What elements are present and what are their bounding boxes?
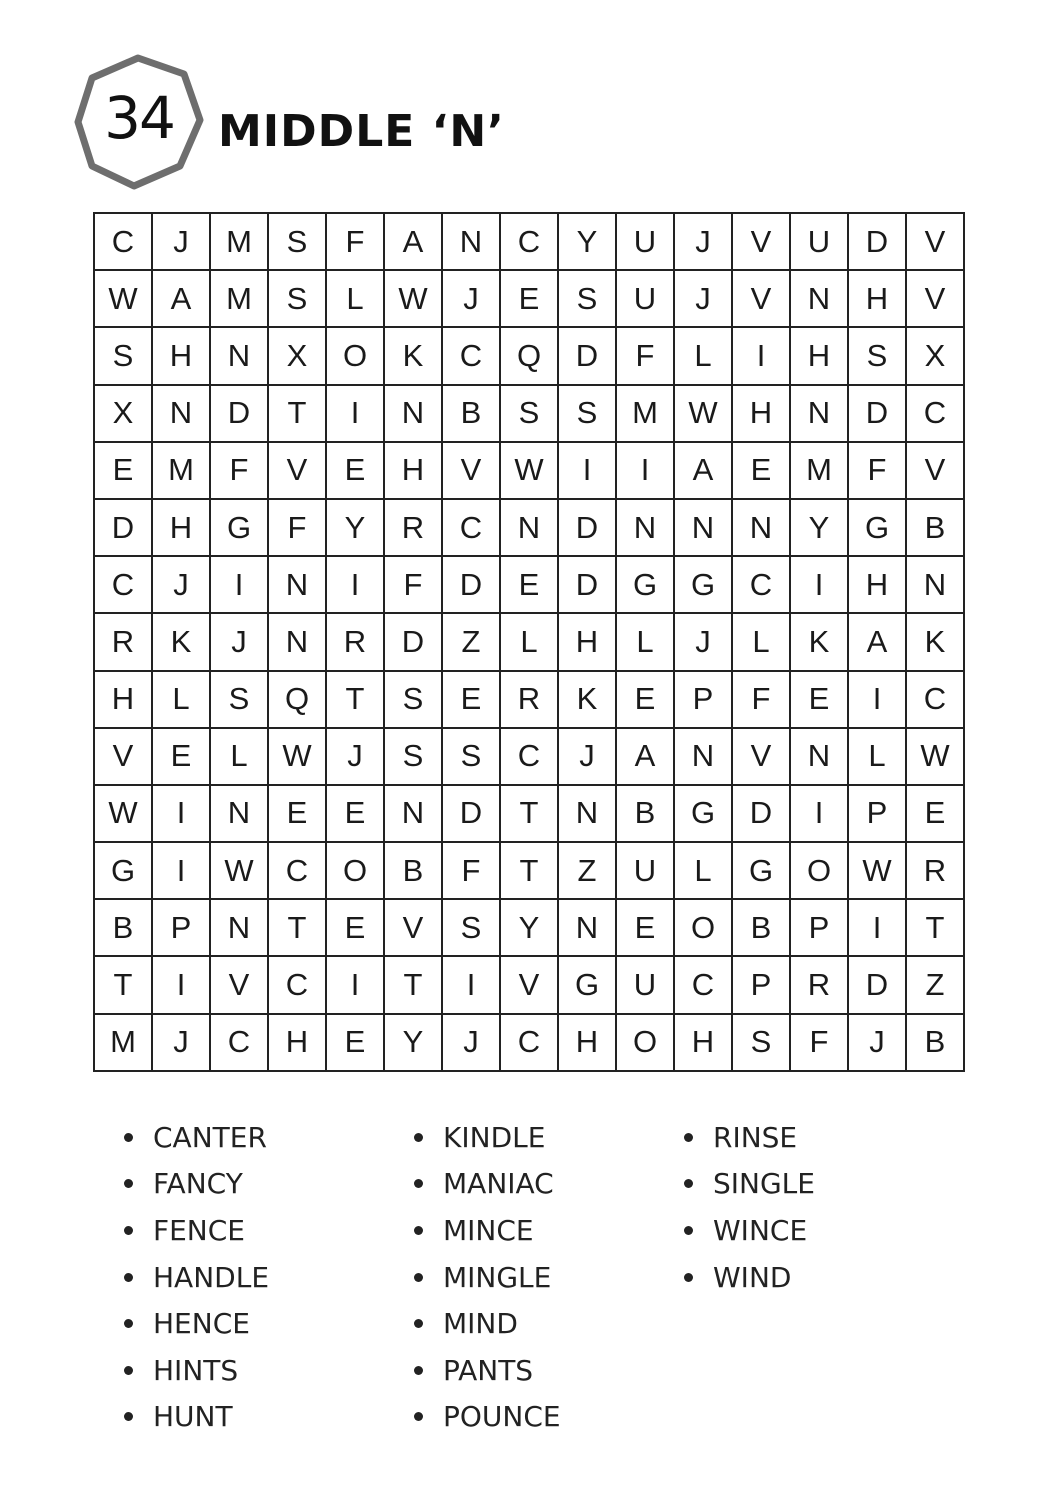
word-list-item [414, 1114, 561, 1161]
grid-cell[interactable]: B [95, 900, 153, 957]
grid-cell[interactable]: T [501, 786, 559, 843]
grid-cell[interactable]: F [733, 672, 791, 729]
grid-cell[interactable]: P [791, 900, 849, 957]
grid-cell[interactable]: Y [327, 500, 385, 557]
grid-cell[interactable]: T [907, 900, 965, 957]
grid-cell[interactable]: Q [501, 328, 559, 385]
grid-cell[interactable]: N [559, 786, 617, 843]
grid-cell[interactable]: D [443, 786, 501, 843]
bullet-icon [124, 1319, 133, 1328]
grid-cell[interactable]: V [385, 900, 443, 957]
grid-cell[interactable]: E [153, 729, 211, 786]
grid-cell[interactable]: G [675, 786, 733, 843]
grid-cell[interactable]: A [849, 614, 907, 671]
grid-cell[interactable]: H [385, 443, 443, 500]
word-list-item [124, 1114, 269, 1161]
grid-cell[interactable]: D [733, 786, 791, 843]
word-text: WINCE [713, 1213, 808, 1247]
grid-cell[interactable]: W [211, 843, 269, 900]
grid-cell[interactable]: S [559, 271, 617, 328]
grid-cell[interactable]: W [269, 729, 327, 786]
grid-cell[interactable]: B [733, 900, 791, 957]
grid-cell[interactable]: I [791, 557, 849, 614]
grid-cell[interactable]: Z [559, 843, 617, 900]
word-list-item [414, 1347, 561, 1394]
grid-cell[interactable]: F [849, 443, 907, 500]
word-list-column-2 [414, 1114, 561, 1440]
grid-cell[interactable]: N [269, 614, 327, 671]
grid-cell[interactable]: N [675, 500, 733, 557]
grid-cell[interactable]: E [617, 672, 675, 729]
word-text: HENCE [153, 1307, 250, 1341]
grid-cell[interactable]: F [211, 443, 269, 500]
grid-cell[interactable]: J [153, 1015, 211, 1072]
word-list-item [414, 1300, 561, 1347]
grid-cell[interactable]: N [211, 786, 269, 843]
grid-cell[interactable]: B [907, 1015, 965, 1072]
grid-cell[interactable]: I [153, 786, 211, 843]
grid-cell[interactable]: M [211, 271, 269, 328]
bullet-icon [684, 1226, 693, 1235]
grid-cell[interactable]: S [443, 900, 501, 957]
grid-cell[interactable]: K [791, 614, 849, 671]
grid-cell[interactable]: M [617, 386, 675, 443]
grid-cell[interactable]: J [559, 729, 617, 786]
grid-cell[interactable]: S [849, 328, 907, 385]
grid-cell[interactable]: U [617, 957, 675, 1014]
grid-cell[interactable]: O [617, 1015, 675, 1072]
grid-cell[interactable]: D [559, 328, 617, 385]
grid-cell[interactable]: F [791, 1015, 849, 1072]
grid-cell[interactable]: R [95, 614, 153, 671]
grid-cell[interactable]: I [211, 557, 269, 614]
grid-cell[interactable]: T [269, 900, 327, 957]
grid-cell[interactable]: L [327, 271, 385, 328]
grid-cell[interactable]: E [327, 443, 385, 500]
grid-cell[interactable]: L [675, 328, 733, 385]
grid-cell[interactable]: H [849, 557, 907, 614]
grid-cell[interactable]: N [617, 500, 675, 557]
grid-cell[interactable]: X [269, 328, 327, 385]
grid-cell[interactable]: J [675, 271, 733, 328]
grid-cell[interactable]: W [675, 386, 733, 443]
grid-cell[interactable]: S [269, 214, 327, 271]
grid-cell[interactable]: B [617, 786, 675, 843]
bullet-icon [124, 1273, 133, 1282]
grid-cell[interactable]: J [443, 271, 501, 328]
grid-cell[interactable]: N [269, 557, 327, 614]
grid-cell[interactable]: I [327, 386, 385, 443]
grid-cell[interactable]: K [153, 614, 211, 671]
word-text: HANDLE [153, 1260, 270, 1294]
word-text: HINTS [153, 1353, 239, 1387]
bullet-icon [414, 1133, 423, 1142]
grid-cell[interactable]: S [385, 672, 443, 729]
grid-cell[interactable]: N [443, 214, 501, 271]
word-text: MINGLE [443, 1260, 552, 1294]
grid-cell[interactable]: J [327, 729, 385, 786]
grid-cell[interactable]: M [153, 443, 211, 500]
grid-cell[interactable]: N [211, 328, 269, 385]
grid-cell[interactable]: Z [443, 614, 501, 671]
grid-cell[interactable]: O [327, 328, 385, 385]
grid-cell[interactable]: W [95, 271, 153, 328]
grid-cell[interactable]: W [907, 729, 965, 786]
bullet-icon [414, 1273, 423, 1282]
grid-cell[interactable]: D [443, 557, 501, 614]
grid-cell[interactable]: E [617, 900, 675, 957]
bullet-icon [684, 1133, 693, 1142]
grid-cell[interactable]: P [849, 786, 907, 843]
grid-cell[interactable]: N [385, 386, 443, 443]
grid-cell[interactable]: I [153, 957, 211, 1014]
word-list-item [124, 1300, 269, 1347]
grid-cell[interactable]: I [153, 843, 211, 900]
puzzle-number: 34 [104, 84, 174, 152]
grid-cell[interactable]: H [675, 1015, 733, 1072]
grid-cell[interactable]: A [617, 729, 675, 786]
grid-cell[interactable]: R [385, 500, 443, 557]
grid-cell[interactable]: T [327, 672, 385, 729]
word-list-item [414, 1161, 561, 1208]
grid-cell[interactable]: J [211, 614, 269, 671]
word-text: MINCE [443, 1213, 534, 1247]
grid-cell[interactable]: W [849, 843, 907, 900]
bullet-icon [684, 1179, 693, 1188]
grid-cell[interactable]: C [211, 1015, 269, 1072]
grid-cell[interactable]: J [675, 214, 733, 271]
word-list-item [414, 1254, 561, 1301]
grid-cell[interactable]: D [849, 214, 907, 271]
grid-cell[interactable]: I [733, 328, 791, 385]
grid-cell[interactable]: S [501, 386, 559, 443]
grid-cell[interactable]: S [443, 729, 501, 786]
grid-cell[interactable]: Y [791, 500, 849, 557]
grid-cell[interactable]: E [907, 786, 965, 843]
bullet-icon [414, 1366, 423, 1375]
grid-cell[interactable]: N [211, 900, 269, 957]
grid-cell[interactable]: K [907, 614, 965, 671]
bullet-icon [124, 1412, 133, 1421]
grid-cell[interactable]: I [327, 957, 385, 1014]
grid-cell[interactable]: D [559, 557, 617, 614]
grid-cell[interactable]: W [95, 786, 153, 843]
word-text: FENCE [153, 1213, 245, 1247]
word-text: WIND [713, 1260, 792, 1294]
grid-cell[interactable]: T [385, 957, 443, 1014]
grid-cell[interactable]: U [617, 271, 675, 328]
grid-cell[interactable]: E [501, 557, 559, 614]
grid-cell[interactable]: S [385, 729, 443, 786]
grid-cell[interactable]: N [385, 786, 443, 843]
grid-cell[interactable]: W [501, 443, 559, 500]
grid-cell[interactable]: G [617, 557, 675, 614]
grid-cell[interactable]: I [443, 957, 501, 1014]
grid-cell[interactable]: L [733, 614, 791, 671]
grid-cell[interactable]: F [327, 214, 385, 271]
grid-cell[interactable]: N [559, 900, 617, 957]
grid-cell[interactable]: D [385, 614, 443, 671]
grid-cell[interactable]: E [269, 786, 327, 843]
grid-cell[interactable]: F [443, 843, 501, 900]
grid-cell[interactable]: P [153, 900, 211, 957]
grid-cell[interactable]: C [269, 843, 327, 900]
grid-cell[interactable]: J [849, 1015, 907, 1072]
grid-cell[interactable]: C [501, 729, 559, 786]
grid-cell[interactable]: X [907, 328, 965, 385]
grid-cell[interactable]: C [733, 557, 791, 614]
grid-cell[interactable]: H [849, 271, 907, 328]
grid-cell[interactable]: S [95, 328, 153, 385]
grid-cell[interactable]: V [211, 957, 269, 1014]
grid-cell[interactable]: E [733, 443, 791, 500]
word-list-item [124, 1394, 269, 1441]
grid-cell[interactable]: C [501, 214, 559, 271]
grid-cell[interactable]: G [211, 500, 269, 557]
grid-cell[interactable]: H [95, 672, 153, 729]
grid-cell[interactable]: G [849, 500, 907, 557]
grid-cell[interactable]: E [327, 900, 385, 957]
grid-cell[interactable]: Y [385, 1015, 443, 1072]
grid-cell[interactable]: H [791, 328, 849, 385]
grid-cell[interactable]: L [675, 843, 733, 900]
grid-cell[interactable]: Y [501, 900, 559, 957]
word-text: FANCY [153, 1167, 243, 1201]
grid-cell[interactable]: N [791, 271, 849, 328]
grid-cell[interactable]: V [269, 443, 327, 500]
grid-cell[interactable]: E [443, 672, 501, 729]
grid-cell[interactable]: R [327, 614, 385, 671]
grid-cell[interactable]: D [849, 386, 907, 443]
grid-cell[interactable]: D [95, 500, 153, 557]
grid-cell[interactable]: S [733, 1015, 791, 1072]
grid-cell[interactable]: D [559, 500, 617, 557]
grid-cell[interactable]: S [559, 386, 617, 443]
word-list-item [124, 1207, 269, 1254]
word-search-grid [93, 212, 965, 1072]
grid-cell[interactable]: B [443, 386, 501, 443]
grid-cell[interactable]: C [907, 386, 965, 443]
grid-cell[interactable]: N [907, 557, 965, 614]
word-text: RINSE [713, 1120, 798, 1154]
grid-cell[interactable]: X [95, 386, 153, 443]
grid-cell[interactable]: E [95, 443, 153, 500]
grid-cell[interactable]: O [675, 900, 733, 957]
grid-cell[interactable]: N [791, 386, 849, 443]
puzzle-title: MIDDLE ‘N’ [218, 106, 505, 157]
bullet-icon [414, 1179, 423, 1188]
grid-cell[interactable]: E [791, 672, 849, 729]
grid-cell[interactable]: K [559, 672, 617, 729]
grid-cell[interactable]: H [733, 386, 791, 443]
word-list-column-3 [684, 1114, 815, 1300]
grid-cell[interactable]: M [791, 443, 849, 500]
grid-cell[interactable]: V [95, 729, 153, 786]
word-text: KINDLE [443, 1120, 546, 1154]
grid-cell[interactable]: M [211, 214, 269, 271]
bullet-icon [414, 1226, 423, 1235]
grid-cell[interactable]: C [95, 214, 153, 271]
grid-cell[interactable]: B [907, 500, 965, 557]
grid-cell[interactable]: C [95, 557, 153, 614]
grid-cell[interactable]: V [733, 729, 791, 786]
grid-cell[interactable]: Z [907, 957, 965, 1014]
grid-cell[interactable]: P [675, 672, 733, 729]
grid-cell[interactable]: C [443, 500, 501, 557]
grid-cell[interactable]: O [327, 843, 385, 900]
grid-cell[interactable]: W [385, 271, 443, 328]
grid-cell[interactable]: M [95, 1015, 153, 1072]
grid-cell[interactable]: I [791, 786, 849, 843]
grid-cell[interactable]: U [617, 214, 675, 271]
grid-cell[interactable]: H [153, 328, 211, 385]
grid-cell[interactable]: E [327, 1015, 385, 1072]
word-text: MIND [443, 1307, 518, 1341]
grid-cell[interactable]: F [269, 500, 327, 557]
bullet-icon [124, 1133, 133, 1142]
grid-cell[interactable]: H [153, 500, 211, 557]
bullet-icon [124, 1366, 133, 1375]
grid-cell[interactable]: I [559, 443, 617, 500]
grid-cell[interactable]: I [849, 672, 907, 729]
grid-cell[interactable]: H [559, 614, 617, 671]
grid-cell[interactable]: C [907, 672, 965, 729]
grid-cell[interactable]: D [849, 957, 907, 1014]
grid-cell[interactable]: T [95, 957, 153, 1014]
grid-cell[interactable]: D [211, 386, 269, 443]
word-text: CANTER [153, 1120, 267, 1154]
grid-cell[interactable]: V [907, 443, 965, 500]
word-list-item [684, 1207, 815, 1254]
grid-cell[interactable]: N [153, 386, 211, 443]
grid-cell[interactable]: J [675, 614, 733, 671]
grid-cell[interactable]: U [791, 214, 849, 271]
grid-cell[interactable]: T [269, 386, 327, 443]
grid-cell[interactable]: P [733, 957, 791, 1014]
grid-cell[interactable]: J [153, 214, 211, 271]
word-list-item [684, 1254, 815, 1301]
word-list-item [414, 1394, 561, 1441]
grid-cell[interactable]: G [733, 843, 791, 900]
grid-cell[interactable]: G [95, 843, 153, 900]
word-list-item [414, 1207, 561, 1254]
word-list-item [684, 1161, 815, 1208]
grid-cell[interactable]: R [791, 957, 849, 1014]
grid-cell[interactable]: L [153, 672, 211, 729]
bullet-icon [414, 1319, 423, 1328]
grid-cell[interactable]: R [501, 672, 559, 729]
grid-cell[interactable]: O [791, 843, 849, 900]
grid-cell[interactable]: S [269, 271, 327, 328]
grid-cell[interactable]: V [733, 271, 791, 328]
grid-cell[interactable]: A [385, 214, 443, 271]
grid-cell[interactable]: B [385, 843, 443, 900]
grid-cell[interactable]: N [501, 500, 559, 557]
grid-cell[interactable]: C [675, 957, 733, 1014]
grid-cell[interactable]: F [385, 557, 443, 614]
grid-cell[interactable]: N [791, 729, 849, 786]
word-list-item [684, 1114, 815, 1161]
word-text: POUNCE [443, 1400, 561, 1434]
grid-cell[interactable]: K [385, 328, 443, 385]
grid-cell[interactable]: E [327, 786, 385, 843]
grid-cell[interactable]: U [617, 843, 675, 900]
grid-cell[interactable]: R [907, 843, 965, 900]
word-text: HUNT [153, 1400, 233, 1434]
grid-cell[interactable]: V [907, 271, 965, 328]
word-text: PANTS [443, 1353, 534, 1387]
grid-cell[interactable]: H [559, 1015, 617, 1072]
grid-cell[interactable]: V [443, 443, 501, 500]
grid-cell[interactable]: I [617, 443, 675, 500]
grid-cell[interactable]: A [153, 271, 211, 328]
grid-cell[interactable]: L [617, 614, 675, 671]
grid-cell[interactable]: A [675, 443, 733, 500]
word-list-item [124, 1347, 269, 1394]
grid-cell[interactable]: E [501, 271, 559, 328]
grid-cell[interactable]: C [443, 328, 501, 385]
grid-cell[interactable]: Q [269, 672, 327, 729]
grid-cell[interactable]: I [327, 557, 385, 614]
grid-cell[interactable]: N [675, 729, 733, 786]
grid-cell[interactable]: F [617, 328, 675, 385]
bullet-icon [124, 1179, 133, 1188]
grid-cell[interactable]: J [153, 557, 211, 614]
grid-cell[interactable]: N [733, 500, 791, 557]
grid-cell[interactable]: L [211, 729, 269, 786]
word-text: MANIAC [443, 1167, 554, 1201]
word-list-column-1 [124, 1114, 269, 1440]
grid-cell[interactable]: L [501, 614, 559, 671]
grid-cell[interactable]: V [733, 214, 791, 271]
grid-cell[interactable]: V [501, 957, 559, 1014]
grid-cell[interactable]: V [907, 214, 965, 271]
bullet-icon [414, 1412, 423, 1421]
grid-cell[interactable]: G [559, 957, 617, 1014]
grid-cell[interactable]: Y [559, 214, 617, 271]
puzzle-number-badge [72, 52, 206, 192]
grid-cell[interactable]: S [211, 672, 269, 729]
grid-cell[interactable]: I [849, 900, 907, 957]
bullet-icon [124, 1226, 133, 1235]
grid-cell[interactable]: H [269, 1015, 327, 1072]
grid-cell[interactable]: T [501, 843, 559, 900]
bullet-icon [684, 1273, 693, 1282]
grid-cell[interactable]: G [675, 557, 733, 614]
grid-cell[interactable]: C [501, 1015, 559, 1072]
grid-cell[interactable]: C [269, 957, 327, 1014]
word-text: SINGLE [713, 1167, 815, 1201]
grid-cell[interactable]: L [849, 729, 907, 786]
word-list-item [124, 1161, 269, 1208]
grid-cell[interactable]: J [443, 1015, 501, 1072]
word-list-item [124, 1254, 269, 1301]
